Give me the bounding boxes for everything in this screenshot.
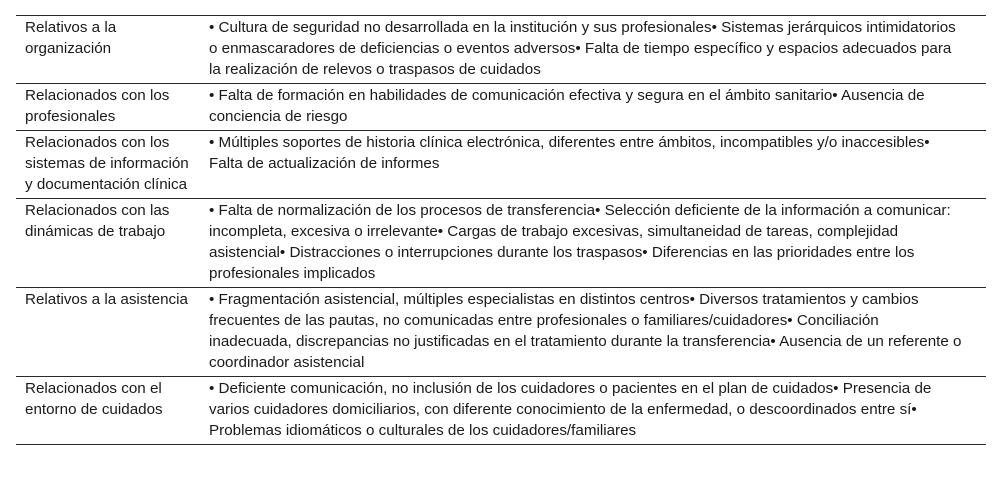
category-cell: Relacionados con las dinámicas de trabajo <box>16 199 200 288</box>
category-cell: Relativos a la organización <box>25 19 117 57</box>
factors-cell: • Falta de formación en habilidades de comunicación efectiva y segura en el ámbito sanitario• Ausencia de conciencia de riesgo <box>200 84 986 131</box>
table-row <box>16 288 986 377</box>
category-cell: Relacionados con el entorno de cuidados <box>16 377 200 445</box>
factors-cell: • Fragmentación asistencial, múltiples especialistas en distintos centros• Diversos tratamientos y cambios frecuentes de las pautas, no comunicadas entre profesionales o familiares/cuidadores• Conciliación inadecuada, discrepancias no justificadas en el tratamiento durante la transferencia• Ausencia de un referente o coordinador asistencial <box>200 288 986 377</box>
factors-cell: • Deficiente comunicación, no inclusión de los cuidadores o pacientes en el plan de cuidados• Presencia de varios cuidadores domiciliarios, con diferente conocimiento de la enfermedad, o descoordinados entre sí• Problemas idiomáticos o culturales de los cuidadores/familiares <box>200 377 986 445</box>
table-row <box>16 377 986 445</box>
factors-table-container <box>16 15 986 445</box>
factors-table <box>16 15 986 445</box>
table-row <box>16 16 986 84</box>
table-row <box>16 199 986 288</box>
table-row <box>16 84 986 131</box>
category-cell: Relativos a la asistencia <box>16 288 200 377</box>
factors-cell: • Múltiples soportes de historia clínica electrónica, diferentes entre ámbitos, incompatibles y/o inaccesibles• Falta de actualización de informes <box>200 131 986 199</box>
factors-cell: • Falta de normalización de los procesos de transferencia• Selección deficiente de la información a comunicar: incompleta, excesiva o irrelevante• Cargas de trabajo excesivas, simultaneidad de tareas, complejidad asistencial• Distracciones o interrupciones durante los traspasos• Diferencias en las prioridades entre los profesionales implicados <box>200 199 986 288</box>
category-cell: Relacionados con los profesionales <box>16 84 200 131</box>
category-cell: Relacionados con los sistemas de información y documentación clínica <box>16 131 200 199</box>
factors-table-body <box>16 16 986 445</box>
table-row <box>16 131 986 199</box>
factors-cell: • Cultura de seguridad no desarrollada en la institución y sus profesionales• Sistemas jerárquicos intimidatorios o enmascaradores de deficiencias o eventos adversos• Falta de tiempo específico y espacios adecuados para la realización de relevos o traspasos de cuidados <box>209 19 956 78</box>
